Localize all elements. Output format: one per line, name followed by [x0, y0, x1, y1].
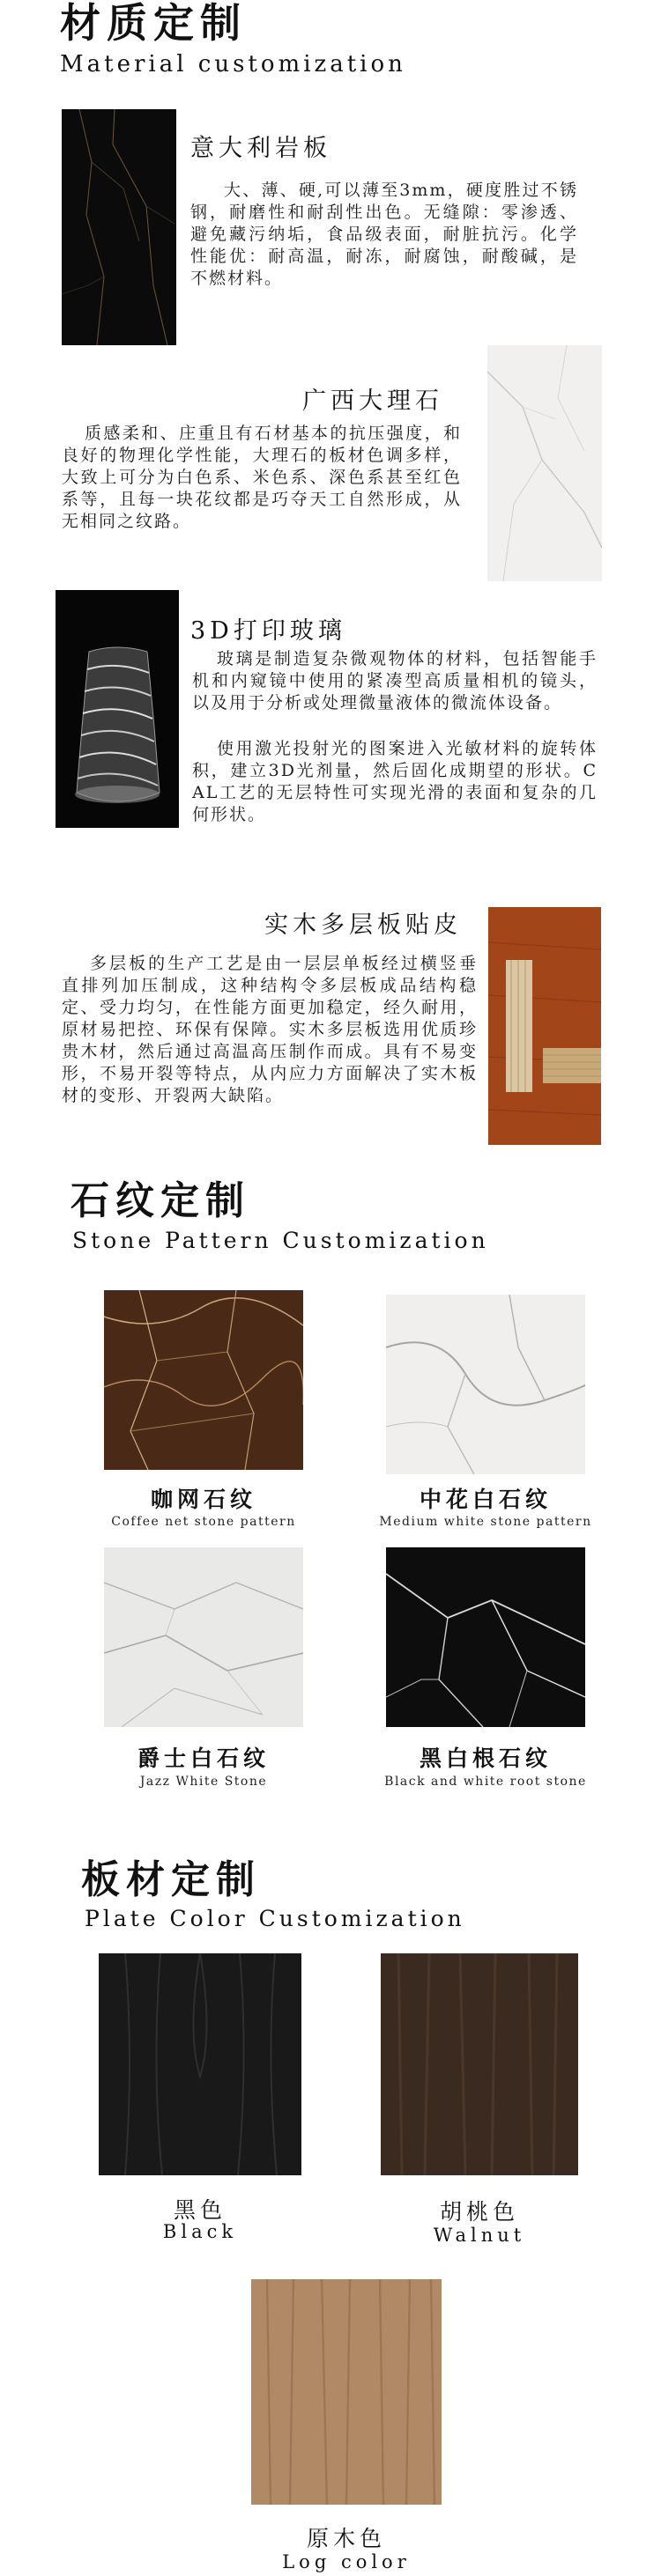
jazz-white-stone-swatch — [104, 1547, 303, 1727]
black-white-root-stone-label: 黑白根石纹 — [419, 1746, 552, 1771]
log-color-plate-label: 原木色 — [306, 2526, 386, 2551]
wood-veneer-image — [488, 907, 601, 1145]
walnut-plate-swatch — [381, 1953, 578, 2175]
walnut-plate-label-en: Walnut — [433, 2225, 526, 2246]
plate-section-subtitle: Plate Color Customization — [85, 1906, 465, 1931]
log-color-plate-label-en: Log color — [282, 2551, 411, 2572]
material-section-title: 材质定制 — [60, 0, 247, 47]
printed-glass-title: 3D打印玻璃 — [190, 617, 346, 645]
wood-veneer-text: 多层板的生产工艺是由一层层单板经过横竖垂直排列加压制成，这种结构令多层板成品结构稳定、受力均匀，在性能方面更加稳定，经久耐用，原材易把控、环保有保障。实木多层板选用优质珍贵木材，然后通过高温高压制作而成。具有不易变形，不易开裂等特点，从内应力方面解决了实木板材的变形、开裂两大缺陷。 — [62, 954, 478, 1105]
black-plate-label: 黑色 — [173, 2197, 227, 2223]
wood-veneer-title: 实木多层板贴皮 — [264, 912, 462, 939]
printed-glass-image — [56, 590, 179, 828]
italian-slate-title: 意大利岩板 — [190, 135, 331, 162]
medium-white-stone-label-en: Medium white stone pattern — [379, 1515, 592, 1529]
stone-section-title: 石纹定制 — [71, 1178, 250, 1223]
medium-white-stone-swatch — [386, 1295, 585, 1474]
black-white-root-stone-swatch — [386, 1547, 585, 1727]
black-plate-swatch — [99, 1953, 301, 2175]
walnut-plate-label: 胡桃色 — [439, 2199, 519, 2225]
black-plate-label-en: Black — [162, 2221, 238, 2242]
printed-glass-text: 玻璃是制造复杂微观物体的材料，包括智能手机和内窥镜中使用的紧凑型高质量相机的镜头，以及用于分析或处理微量液体的微流体设备。 — [192, 649, 598, 712]
guangxi-marble-image — [487, 345, 602, 581]
coffee-net-stone-swatch — [104, 1290, 303, 1470]
medium-white-stone-label: 中花白石纹 — [419, 1487, 552, 1512]
log-color-plate-swatch — [251, 2279, 442, 2505]
black-white-root-stone-label-en: Black and white root stone — [384, 1775, 587, 1789]
italian-slate-image — [62, 109, 176, 345]
jazz-white-stone-label-en: Jazz White Stone — [139, 1775, 268, 1789]
coffee-net-stone-label-en: Coffee net stone pattern — [111, 1515, 296, 1529]
stone-section-subtitle: Stone Pattern Customization — [72, 1228, 489, 1253]
material-section-subtitle: Material customization — [60, 51, 406, 78]
coffee-net-stone-label: 咖网石纹 — [150, 1487, 256, 1512]
jazz-white-stone-label: 爵士白石纹 — [137, 1746, 270, 1771]
guangxi-marble-text: 质感柔和、庄重且有石材基本的抗压强度，和良好的物理化学性能，大理石的板材色调多样，大致上可分为白色系、米色系、深色系甚至红色系等，且每一块花纹都是巧夺天工自然形成，从无相同之纹路。 — [62, 424, 462, 531]
guangxi-marble-title: 广西大理石 — [302, 388, 443, 415]
plate-section-title: 板材定制 — [81, 1857, 261, 1902]
italian-slate-text: 大、薄、硬,可以薄至3mm，硬度胜过不锈钢，耐磨性和耐刮性出色。无缝隙：零渗透、避免藏污纳垢，食品级表面，耐脏抗污。化学性能优：耐高温，耐冻，耐腐蚀，耐酸碱，是不燃材料。 — [190, 181, 578, 288]
printed-glass-text-2: 使用激光投射光的图案进入光敏材料的旋转体积，建立3D光剂量，然后固化成期望的形状。CAL工艺的无层特性可实现光滑的表面和复杂的几何形状。 — [192, 739, 598, 824]
